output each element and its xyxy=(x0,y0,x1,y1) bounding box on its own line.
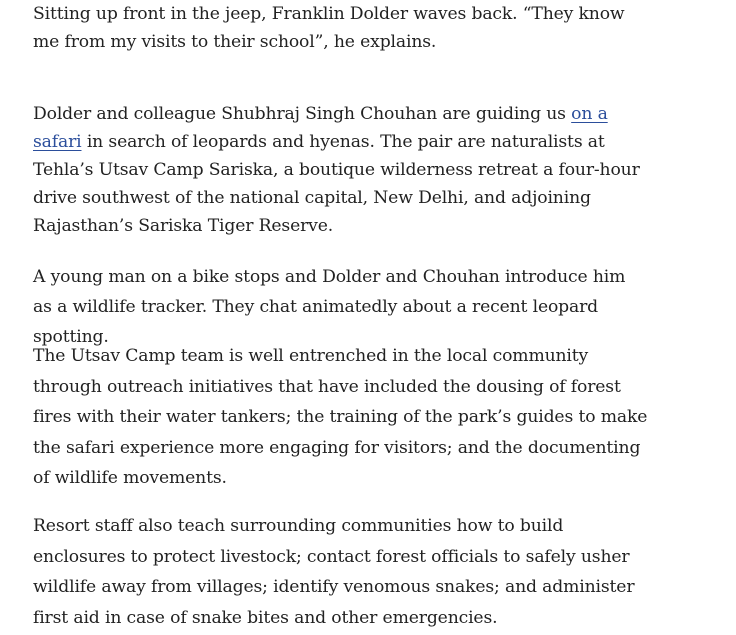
paragraph-2 xyxy=(33,100,648,240)
paragraph-4: The Utsav Camp team is well entrenched in the local community through outreach initiatives that have included the dousing of forest fires with their water tankers; the training of the park’s guides to make the safari experience more engaging for visitors; and the documenting of wildlife movements. xyxy=(33,346,648,488)
paragraph-3: A young man on a bike stops and Dolder and Chouhan introduce him as a wildlife tracker. They chat animatedly about a recent leopard spotting. xyxy=(33,267,626,347)
safari-link[interactable]: on a safari xyxy=(33,104,608,152)
paragraph-2-remaining-text: in search of leopards and hyenas. The pair are naturalists at Tehla’s Utsav Camp Sariska, a boutique wilderness retreat a four-hour drive southwest of the national capital, New Delhi, and adjoining Rajasthan’s Sariska Tiger Reserve. xyxy=(33,132,640,236)
paragraph-5: Resort staff also teach surrounding communities how to build enclosures to protect livestock; contact forest officials to safely usher wildlife away from villages; identify venomous snakes; and administer first aid in case of snake bites and other emergencies. xyxy=(33,516,635,628)
paragraph-2-lead-text: Dolder and colleague Shubhraj Singh Chouhan are guiding us xyxy=(33,104,572,124)
paragraph-1: Sitting up front in the jeep, Franklin Dolder waves back. “They know me from my visits to their school”, he explains. xyxy=(33,4,625,52)
